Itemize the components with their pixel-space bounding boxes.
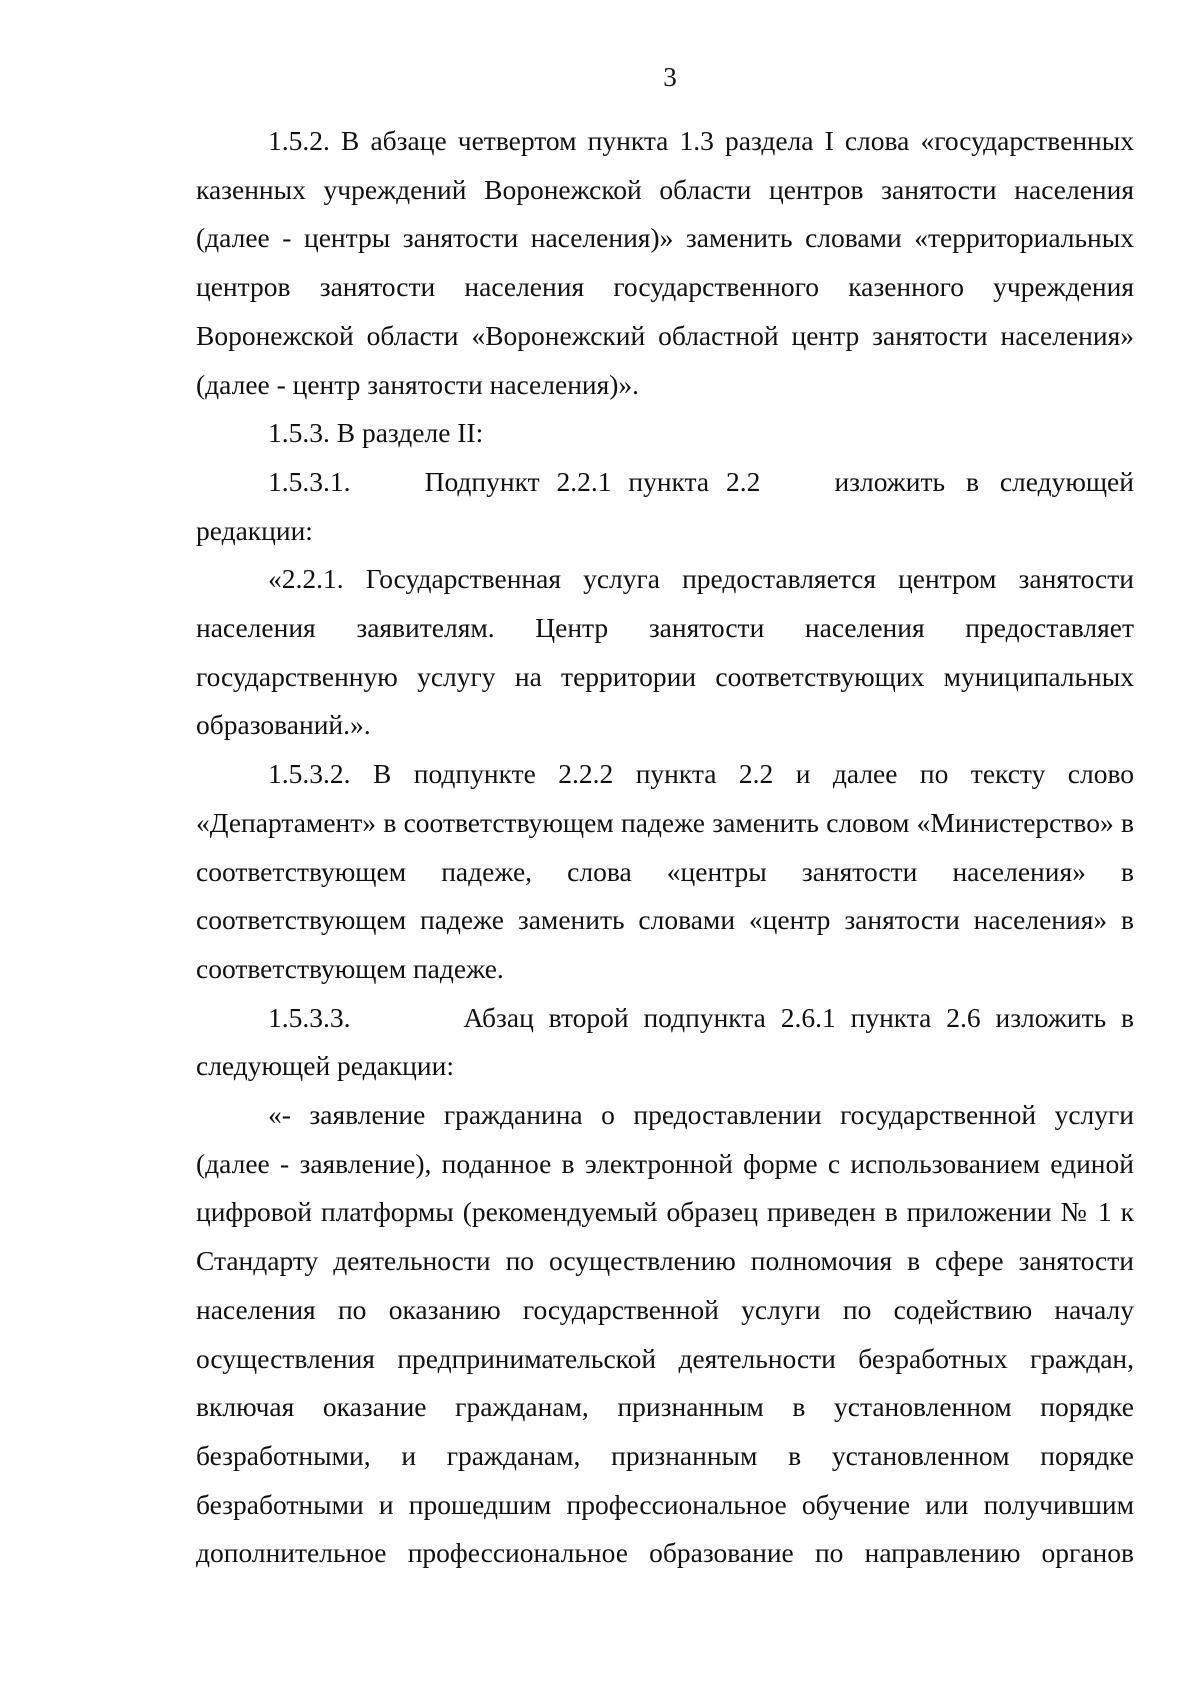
paragraph-2-2-1-quote: «2.2.1. Государственная услуга предоставляется центром занятости населения заявителям. Центр занятости населения предоставляет государственную услугу на территории соответствующих муниципальных образований.». [196, 563, 1134, 741]
paragraph-1-5-3-3-line [196, 994, 1134, 1043]
paragraph-1-5-3-1-tail: изложить в следующей [834, 465, 1134, 497]
paragraph-1-5-3-3-number: 1.5.3.3. [268, 1001, 351, 1033]
paragraph-1-5-3-1-number: 1.5.3.1. [268, 465, 351, 497]
paragraph-application-quote: «- заявление гражданина о предоставлении государственной услуги (далее - заявление), поданное в электронной форме с использованием единой цифровой платформы (рекомендуемый образец приведен в приложении № 1 к Стандарту деятельности по осуществлению полномочия в сфере занятости населения по оказанию государственной услуги по содействию началу осуществления предпринимательской деятельности безработных граждан, включая оказание гражданам, признанным в установленном порядке безработными, и гражданам, признанным в установленном порядке безработными и прошедшим профессиональное обучение или получившим дополнительное профессиональное образование по направлению органов [196, 1099, 1134, 1569]
document-body [196, 117, 1134, 1578]
paragraph-1-5-3: 1.5.3. В разделе II: [268, 417, 484, 449]
paragraph-1-5-2: 1.5.2. В абзаце четвертом пункта 1.3 раздела I слова «государственных казенных учреждений Воронежской области центров занятости населения (далее - центры занятости населения)» заменить словами «территориальных центров занятости населения государственного казенного учреждения Воронежской области «Воронежский областной центр занятости населения» (далее - центр занятости населения)». [196, 125, 1134, 400]
paragraph-1-5-3-2: 1.5.3.2. В подпункте 2.2.2 пункта 2.2 и далее по тексту слово «Департамент» в соответствующем падеже заменить словом «Министерство» в соответствующем падеже, слова «центры занятости населения» в соответствующем падеже заменить словами «центр занятости населения» в соответствующем падеже. [196, 758, 1134, 984]
paragraph-1-5-3-3-continuation: следующей редакции: [196, 1050, 454, 1082]
paragraph-1-5-3-1-line [196, 458, 1134, 507]
paragraph-1-5-3-1-text: Подпункт 2.2.1 пункта 2.2 [424, 465, 761, 497]
paragraph-1-5-3-3-text: Абзац второй подпункта 2.6.1 пункта 2.6 изложить в [463, 1001, 1134, 1033]
paragraph-1-5-3-1-continuation: редакции: [196, 514, 313, 546]
page-number: 3 [663, 62, 677, 92]
